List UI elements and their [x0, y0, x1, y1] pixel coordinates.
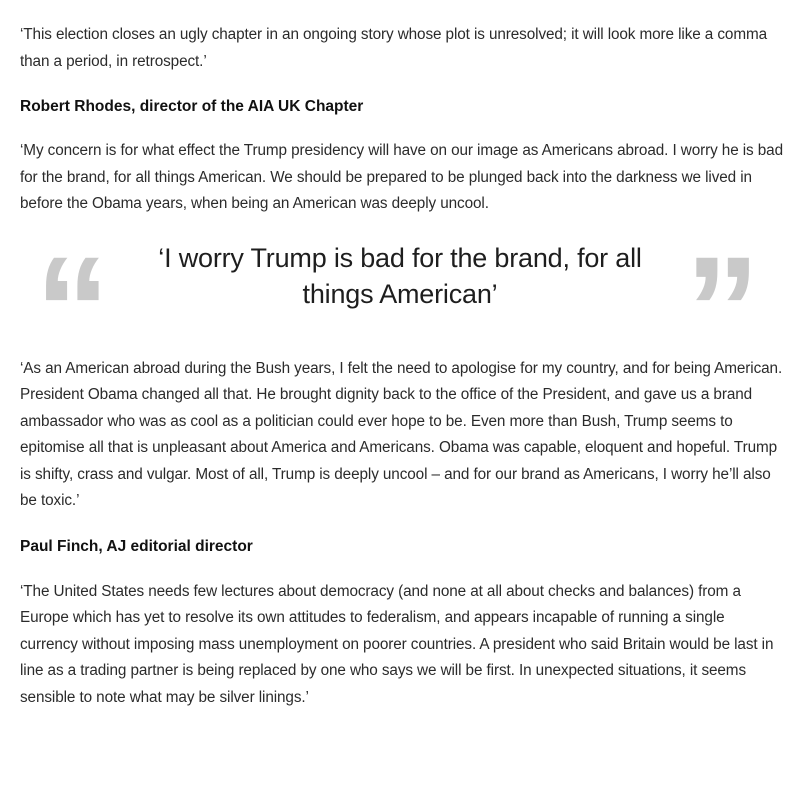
- article-body: [20, 22, 785, 711]
- pull-quote-text: ‘I worry Trump is bad for the brand, for all things American’: [158, 242, 642, 309]
- open-quote-icon: “: [35, 224, 110, 393]
- paragraph-intro-quote: ‘This election closes an ugly chapter in an ongoing story whose plot is unresolved; it will look more like a comma than a period, in retrospect.’: [20, 26, 768, 70]
- close-quote-icon: ”: [685, 224, 760, 393]
- paragraph-paul-finch-quote: ‘The United States needs few lectures about democracy (and none at all about checks and balances) from a Europe which has yet to resolve its own attitudes to federalism, and appears incapable of running a single currency without imposing mass unemployment on poorer countries. A president who said Britain would be last in line as a trading partner is being replaced by one who says we will be first. In unexpected situations, it seems sensible to note what may be silver linings.’: [20, 582, 774, 706]
- pull-quote: [20, 224, 785, 393]
- paragraph-robert-rhodes-quote: ‘My concern is for what effect the Trump presidency will have on our image as Americans abroad. I worry he is bad for the brand, for all things American. We should be prepared to be plunged back into the darkness we lived in before the Obama years, when being an American was deeply uncool.: [20, 142, 783, 212]
- speaker-heading-paul-finch: Paul Finch, AJ editorial director: [20, 537, 253, 555]
- speaker-heading-robert-rhodes: Robert Rhodes, director of the AIA UK Chapter: [20, 98, 364, 115]
- paragraph-american-abroad: ‘As an American abroad during the Bush years, I felt the need to apologise for my country, and for being American. President Obama changed all that. He brought dignity back to the office of the President, and gave us a brand ambassador who was as cool as a politician could ever hope to be. Even more than Bush, Trump seems to epitomise all that is unpleasant about America and Americans. Obama was capable, eloquent and hopeful. Trump is shifty, crass and vulgar. Most of all, Trump is deeply uncool – and for our brand as Americans, I worry he’ll also be toxic.’: [20, 359, 783, 509]
